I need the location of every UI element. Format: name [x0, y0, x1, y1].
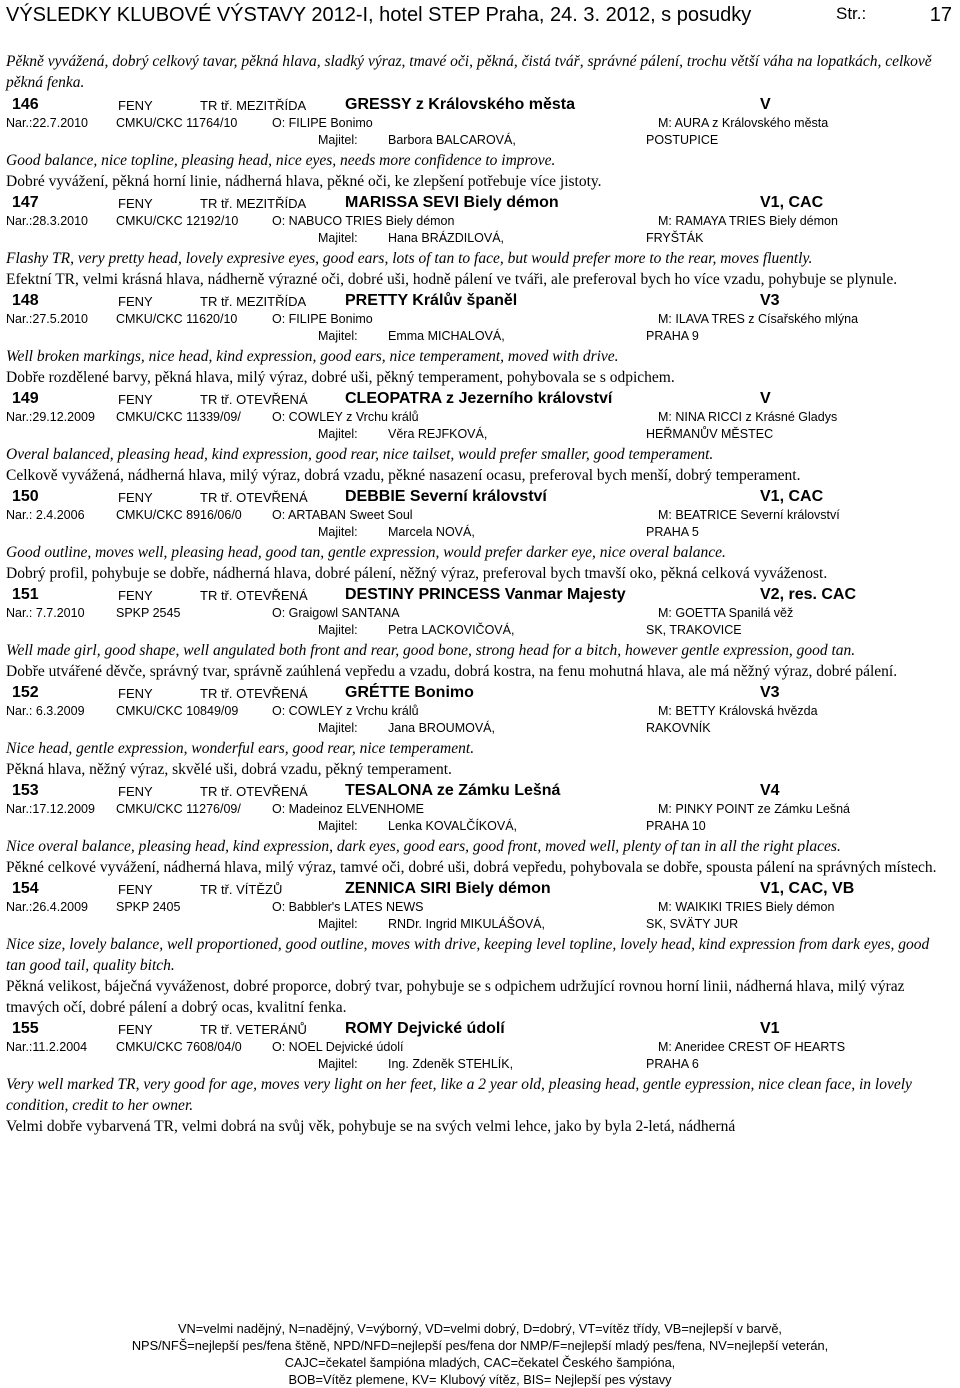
show-class: TR tř. OTEVŘENÁ — [200, 784, 308, 799]
owner-city: PRAHA 5 — [646, 525, 699, 539]
sex: FENY — [118, 882, 153, 897]
registration-number: CMKU/CKC 11620/10 — [116, 312, 238, 326]
entry-info — [6, 410, 950, 427]
sex: FENY — [118, 294, 153, 309]
entry-header — [6, 780, 950, 802]
dog-entry — [6, 682, 950, 780]
owner-name: RNDr. Ingrid MIKULÁŠOVÁ, — [388, 917, 545, 931]
review-czech: Celkově vyvážená, nádherná hlava, milý výraz, dobrá vzadu, pěkné nasazení ocasu, preferoval bych menší, dobrý temperament. — [6, 467, 801, 484]
registration-number: CMKU/CKC 8916/06/0 — [116, 508, 242, 522]
dog-name: MARISSA SEVI Biely démon — [345, 194, 559, 211]
entry-info — [6, 214, 950, 231]
grade: V — [760, 96, 771, 113]
birth-date: Nar.:29.12.2009 — [6, 410, 95, 424]
sire: O: Graigowl SANTANA — [272, 606, 400, 620]
dog-entry — [6, 192, 950, 290]
dam: M: BEATRICE Severní království — [658, 508, 840, 522]
show-class: TR tř. OTEVŘENÁ — [200, 490, 308, 505]
review-english: Nice size, lovely balance, well proportioned, good outline, moves with drive, keeping level topline, lovely head, kind expression from dark eyes, good tan good tail, quality bitch. — [6, 936, 930, 974]
dam: M: NINA RICCI z Krásné Gladys — [658, 410, 838, 424]
entry-header — [6, 878, 950, 900]
entries-list — [6, 94, 950, 1137]
sire: O: FILIPE Bonimo — [272, 116, 373, 130]
catalog-number: 149 — [12, 390, 39, 407]
grade: V1, CAC — [760, 194, 824, 211]
registration-number: CMKU/CKC 12192/10 — [116, 214, 239, 228]
sire: O: Madeinoz ELVENHOME — [272, 802, 424, 816]
review-english: Good balance, nice topline, pleasing head, nice eyes, needs more confidence to improve. — [6, 152, 556, 169]
review-english: Well made girl, good shape, well angulated both front and rear, good bone, strong head for a bitch, however gentle expression, good tan. — [6, 642, 856, 659]
legend — [0, 1320, 960, 1388]
catalog-number: 152 — [12, 684, 39, 701]
show-class: TR tř. OTEVŘENÁ — [200, 588, 308, 603]
grade: V1 — [760, 1020, 780, 1037]
entry-info — [6, 116, 950, 133]
dog-entry — [6, 878, 950, 1018]
sire: O: NOEL Dejvické údolí — [272, 1040, 404, 1054]
owner-label: Majitel: — [318, 525, 358, 539]
owner-city: SK, SVÄTY JUR — [646, 917, 739, 931]
dog-entry — [6, 780, 950, 878]
show-class: TR tř. MEZITŘÍDA — [200, 294, 307, 309]
show-class: TR tř. OTEVŘENÁ — [200, 686, 308, 701]
entry-info — [6, 606, 950, 623]
review-czech: Pěkná hlava, něžný výraz, skvělé uši, dobrá vzadu, pěkný temperament. — [6, 761, 452, 778]
dog-entry — [6, 388, 950, 486]
page-label: Str.: — [836, 4, 867, 23]
show-class: TR tř. MEZITŘÍDA — [200, 98, 307, 113]
page-header — [6, 4, 956, 30]
owner-label: Majitel: — [318, 917, 358, 931]
sire: O: COWLEY z Vrchu králů — [272, 704, 419, 718]
owner-line — [6, 623, 950, 640]
catalog-number: 148 — [12, 292, 39, 309]
grade: V — [760, 390, 771, 407]
dog-name: CLEOPATRA z Jezerního království — [345, 390, 613, 407]
catalog-number: 153 — [12, 782, 39, 799]
grade: V1, CAC, VB — [760, 880, 855, 897]
birth-date: Nar.: 7.7.2010 — [6, 606, 85, 620]
show-class: TR tř. OTEVŘENÁ — [200, 392, 308, 407]
catalog-number: 150 — [12, 488, 39, 505]
sire: O: FILIPE Bonimo — [272, 312, 373, 326]
grade: V3 — [760, 292, 780, 309]
legend-line: NPS/NFŠ=nejlepší pes/fena štěně, NPD/NFD=nejlepší pes/fena dor NMP/F=nejlepší mladý pes/fena, NV=nejlepší veterán, — [131, 1338, 829, 1353]
entry-header — [6, 1018, 950, 1040]
catalog-number: 146 — [12, 96, 39, 113]
sire: O: NABUCO TRIES Biely démon — [272, 214, 455, 228]
catalog-number: 151 — [12, 586, 39, 603]
sire: O: ARTABAN Sweet Soul — [272, 508, 413, 522]
registration-number: CMKU/CKC 11276/09/ — [116, 802, 241, 816]
dog-entry — [6, 1018, 950, 1137]
review-czech: Dobrý profil, pohybuje se dobře, nádherná hlava, dobré pálení, něžný výraz, preferoval bych tmavší oko, pěkná celková vyváženost. — [6, 565, 828, 582]
owner-city: PRAHA 6 — [646, 1057, 699, 1071]
entry-header — [6, 388, 950, 410]
owner-city: RAKOVNÍK — [646, 721, 711, 735]
dam: M: RAMAYA TRIES Biely démon — [658, 214, 838, 228]
owner-city: HEŘMANŮV MĚSTEC — [646, 427, 774, 441]
owner-name: Petra LACKOVIČOVÁ, — [388, 623, 515, 637]
owner-city: PRAHA 9 — [646, 329, 699, 343]
dog-name: PRETTY Králův španěl — [345, 292, 518, 309]
entry-header — [6, 290, 950, 312]
owner-label: Majitel: — [318, 721, 358, 735]
entry-info — [6, 508, 950, 525]
dog-name: GRÉTTE Bonimo — [345, 684, 474, 701]
page-title: VÝSLEDKY KLUBOVÉ VÝSTAVY 2012-I, hotel STEP Praha, 24. 3. 2012, s posudky — [6, 4, 752, 26]
birth-date: Nar.: 2.4.2006 — [6, 508, 85, 522]
show-class: TR tř. VÍTĚZŮ — [200, 882, 283, 897]
owner-name: Ing. Zdeněk STEHLÍK, — [388, 1057, 514, 1071]
catalog-number: 154 — [12, 880, 39, 897]
birth-date: Nar.:22.7.2010 — [6, 116, 89, 130]
sex: FENY — [118, 98, 153, 113]
owner-city: FRYŠTÁK — [646, 231, 704, 245]
review-english: Nice head, gentle expression, wonderful ears, good rear, nice temperament. — [6, 740, 475, 757]
sex: FENY — [118, 392, 153, 407]
catalog-number: 155 — [12, 1020, 39, 1037]
owner-city: SK, TRAKOVICE — [646, 623, 742, 637]
dam: M: GOETTA Spanilá věž — [658, 606, 794, 620]
owner-label: Majitel: — [318, 1057, 358, 1071]
entry-header — [6, 486, 950, 508]
registration-number: CMKU/CKC 11339/09/ — [116, 410, 241, 424]
owner-label: Majitel: — [318, 623, 358, 637]
registration-number: CMKU/CKC 11764/10 — [116, 116, 238, 130]
entry-header — [6, 192, 950, 214]
birth-date: Nar.:11.2.2004 — [6, 1040, 88, 1054]
dog-name: DEBBIE Severní království — [345, 488, 547, 505]
owner-line — [6, 525, 950, 542]
owner-name: Lenka KOVALČÍKOVÁ, — [388, 819, 517, 833]
dog-entry — [6, 290, 950, 388]
owner-line — [6, 329, 950, 346]
legend-line: VN=velmi nadějný, N=nadějný, V=výborný, VD=velmi dobrý, D=dobrý, VT=vítěz třídy, VB=nejlepší v barvě, — [178, 1321, 782, 1336]
dog-entry — [6, 94, 950, 192]
grade: V4 — [760, 782, 780, 799]
dog-name: GRESSY z Královského města — [345, 96, 576, 113]
review-english: Flashy TR, very pretty head, lovely expresive eyes, good ears, lots of tan to face, but would prefer more to the rear, moves fluently. — [6, 250, 813, 267]
owner-name: Věra REJFKOVÁ, — [388, 427, 488, 441]
birth-date: Nar.:28.3.2010 — [6, 214, 89, 228]
page-number: 17 — [929, 4, 952, 26]
dam: M: Aneridee CREST OF HEARTS — [658, 1040, 846, 1054]
entry-header — [6, 682, 950, 704]
review-czech: Velmi dobře vybarvená TR, velmi dobrá na svůj věk, pohybuje se na svých velmi lehce, jako by byla 2-letá, nádherná — [6, 1118, 736, 1135]
dog-entry — [6, 584, 950, 682]
dog-name: ROMY Dejvické údolí — [345, 1020, 505, 1037]
grade: V3 — [760, 684, 780, 701]
birth-date: Nar.:17.12.2009 — [6, 802, 95, 816]
review-czech: Dobře utvářené děvče, správný tvar, správně zaúhlená vepředu a vzadu, dobrá kostra, na fenu mohutná hlava, ale má něžný výraz, dobré pálení. — [6, 663, 898, 680]
sex: FENY — [118, 1022, 153, 1037]
sex: FENY — [118, 588, 153, 603]
review-czech: Pěkná velikost, báječná vyváženost, dobré proporce, dobrý tvar, pohybuje se s odpichem udržující rovnou horní linii, nádherná hlava, milý výraz tmavých očí, dobré pálení a dobrý ocas, kvalitní fenka. — [6, 978, 905, 1016]
owner-line — [6, 427, 950, 444]
owner-line — [6, 819, 950, 836]
owner-label: Majitel: — [318, 819, 358, 833]
catalog-number: 147 — [12, 194, 39, 211]
show-class: TR tř. MEZITŘÍDA — [200, 196, 307, 211]
registration-number: SPKP 2545 — [116, 606, 181, 620]
dam: M: ILAVA TRES z Císařského mlýna — [658, 312, 859, 326]
birth-date: Nar.:27.5.2010 — [6, 312, 89, 326]
dog-name: ZENNICA SIRI Biely démon — [345, 880, 551, 897]
review-english: Well broken markings, nice head, kind expression, good ears, nice temperament, moved with drive. — [6, 348, 619, 365]
sire: O: COWLEY z Vrchu králů — [272, 410, 419, 424]
owner-name: Jana BROUMOVÁ, — [388, 721, 495, 735]
owner-line — [6, 721, 950, 738]
owner-name: Hana BRÁZDILOVÁ, — [388, 231, 505, 245]
entry-info — [6, 704, 950, 721]
review-czech: Efektní TR, velmi krásná hlava, nádherně výrazné oči, dobré uši, hodně pálení ve tváři, ale preferoval bych ho více vzadu, pohybuje se plynule. — [6, 271, 898, 288]
registration-number: CMKU/CKC 10849/09 — [116, 704, 239, 718]
entry-info — [6, 900, 950, 917]
entry-info — [6, 802, 950, 819]
sex: FENY — [118, 196, 153, 211]
grade: V1, CAC — [760, 488, 824, 505]
registration-number: SPKP 2405 — [116, 900, 181, 914]
sire: O: Babbler's LATES NEWS — [272, 900, 424, 914]
birth-date: Nar.:26.4.2009 — [6, 900, 89, 914]
dam: M: WAIKIKI TRIES Biely démon — [658, 900, 835, 914]
owner-name: Marcela NOVÁ, — [388, 525, 475, 539]
sex: FENY — [118, 490, 153, 505]
review-czech: Pěkné celkové vyvážení, nádherná hlava, milý výraz, tamvé oči, dobré uši, dobrá vepředu, pohybovala se dobře, spousta pálení na správných místech. — [6, 859, 937, 876]
owner-line — [6, 917, 950, 934]
dam: M: BETTY Královská hvězda — [658, 704, 818, 718]
owner-city: PRAHA 10 — [646, 819, 706, 833]
dam: M: AURA z Královského města — [658, 116, 829, 130]
registration-number: CMKU/CKC 7608/04/0 — [116, 1040, 242, 1054]
review-english: Good outline, moves well, pleasing head, good tan, gentle expression, would prefer darker eye, nice overal balance. — [6, 544, 726, 561]
owner-city: POSTUPICE — [646, 133, 719, 147]
review-czech: Dobré vyvážení, pěkná horní linie, nádherná hlava, pěkné oči, ke zlepšení potřebuje více jistoty. — [6, 173, 602, 190]
review-english: Nice overal balance, pleasing head, kind expression, dark eyes, good ears, good front, moved well, plenty of tan in all the right places. — [6, 838, 841, 855]
owner-name: Barbora BALCAROVÁ, — [388, 133, 516, 147]
entry-info — [6, 1040, 950, 1057]
dog-name: DESTINY PRINCESS Vanmar Majesty — [345, 586, 626, 603]
review-czech: Dobře rozdělené barvy, pěkná hlava, milý výraz, dobré uši, pěkný temperament, pohybovala se s odpichem. — [6, 369, 675, 386]
dam: M: PINKY POINT ze Zámku Lešná — [658, 802, 850, 816]
owner-line — [6, 1057, 950, 1074]
grade: V2, res. CAC — [760, 586, 857, 603]
owner-line — [6, 231, 950, 248]
owner-label: Majitel: — [318, 133, 358, 147]
dog-entry — [6, 486, 950, 584]
entry-header — [6, 94, 950, 116]
show-class: TR tř. VETERÁNŮ — [200, 1022, 307, 1037]
legend-line: BOB=Vítěz plemene, KV= Klubový vítěz, BIS= Nejlepší pes výstavy — [288, 1372, 672, 1387]
entry-header — [6, 584, 950, 606]
owner-name: Emma MICHALOVÁ, — [388, 329, 505, 343]
owner-label: Majitel: — [318, 427, 358, 441]
birth-date: Nar.: 6.3.2009 — [6, 704, 85, 718]
review-english: Overal balanced, pleasing head, kind expression, good rear, nice tailset, would prefer smaller, good temperament. — [6, 446, 714, 463]
review-english: Very well marked TR, very good for age, moves very light on her feet, like a 2 year old, pleasing head, gentle eypression, nice clean face, in lovely condition, credit to her owner. — [6, 1076, 912, 1114]
dog-name: TESALONA ze Zámku Lešná — [345, 782, 561, 799]
owner-line — [6, 133, 950, 150]
legend-line: CAJC=čekatel šampióna mladých, CAC=čekatel Českého šampióna, — [284, 1355, 676, 1370]
owner-label: Majitel: — [318, 329, 358, 343]
owner-label: Majitel: — [318, 231, 358, 245]
sex: FENY — [118, 686, 153, 701]
sex: FENY — [118, 784, 153, 799]
entry-info — [6, 312, 950, 329]
intro-review: Pěkně vyvážená, dobrý celkový tavar, pěkná hlava, sladký výraz, tmavé oči, pěkná, čistá tvář, správné pálení, trochu větší váha na lopatkách, celkově pěkná fenka. — [6, 53, 932, 91]
